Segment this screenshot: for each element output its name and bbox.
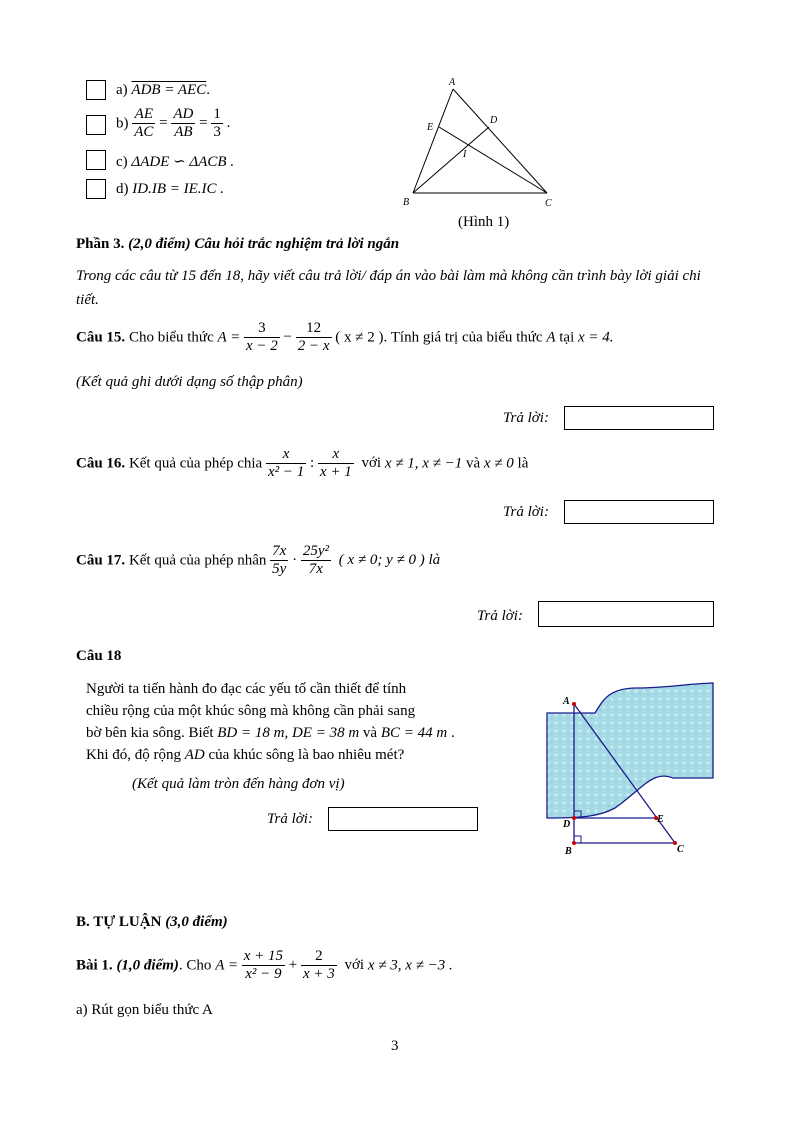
q18-answer-input[interactable]	[328, 807, 478, 831]
q15: Câu 15. Cho biểu thức A = $\frac{3}{x - 2}$ − $\frac{12}{2 - x}$ ( x ≠ 2 ). Tính giá trị của biểu thức A tại x = 4.	[76, 320, 614, 355]
q18-note: (Kết quả làm tròn đến hàng đơn vị)	[132, 776, 345, 792]
option-c-label: c)	[116, 154, 128, 170]
fig1-label-d: D	[490, 115, 498, 126]
part3-heading: Phần 3. (2,0 điểm) Câu hỏi trắc nghiệm trả lời ngắn	[76, 236, 400, 252]
option-c-checkbox[interactable]	[86, 150, 106, 170]
fig1-label-a: A	[449, 77, 456, 88]
fig1-label-e: E	[427, 122, 434, 133]
option-c	[116, 152, 234, 171]
q17-answer-input[interactable]	[538, 601, 714, 627]
river-label-a: A	[563, 696, 570, 707]
q18-text: Người ta tiến hành đo đạc các yếu tố cần thiết để tính chiều rộng của một khúc sông mà không cần phải sang bờ bên kia sông. Biết BD = 18 m, DE = 38 m và BC = 44 m . Khi đó, độ rộng AD của khúc sông là bao nhiêu mét?	[86, 681, 455, 763]
q18-label: Câu 18	[76, 648, 122, 664]
option-b: b) $\frac{AE}{AC}$ = $\frac{AD}{AB}$ = $\frac{1}{3}$ .	[116, 106, 231, 141]
fig1-label-i: I	[463, 149, 467, 160]
option-d-label: d)	[116, 181, 129, 197]
point-b	[572, 841, 576, 845]
option-a-expr: ADB = AEC	[131, 82, 207, 98]
bai1: Bài 1. (1,0 điểm). Cho A = $\frac{x + 15}{\text{x² − 9}}$ + $\frac{2}{x + 3}$ với x ≠ 3, x ≠ −3 .	[76, 948, 453, 983]
option-a-checkbox[interactable]	[86, 80, 106, 100]
option-d	[116, 181, 224, 198]
river-water	[547, 683, 713, 818]
point-d	[572, 816, 576, 820]
river-label-b: B	[565, 846, 572, 857]
option-a-label: a)	[116, 82, 128, 98]
river-label-c: C	[677, 844, 684, 855]
q17-frac2: $\frac{\text{25y²}}{7x}$	[302, 543, 329, 578]
option-b-frac3: $\frac{1}{3}$	[213, 106, 221, 141]
page-number: 3	[391, 1038, 399, 1054]
q16-frac1: $\frac{x}{\text{x² − 1}}$	[267, 446, 305, 481]
option-b-frac2: $\frac{AD}{AB}$	[173, 106, 194, 141]
bai1-part-a: a) Rút gọn biểu thức A	[76, 1002, 213, 1018]
option-b-frac1: $\frac{AE}{AC}$	[134, 106, 154, 141]
option-b-checkbox[interactable]	[86, 115, 106, 135]
q17: Câu 17. Kết quả của phép nhân $\frac{7x}{5y}$ · $\frac{\text{25y²}}{7x}$ ( x ≠ 0; y ≠ 0 ) là	[76, 543, 441, 578]
bai1-frac1: $\frac{x + 15}{\text{x² − 9}}$	[243, 948, 283, 983]
river-figure	[545, 680, 715, 860]
q15-frac1: $\frac{3}{x - 2}$	[246, 320, 278, 355]
option-d-expr: ID.IB = IE.IC .	[132, 181, 225, 197]
q16: Câu 16. Kết quả của phép chia $\frac{x}{\text{x² − 1}}$ : $\frac{x}{x + 1}$ với x ≠ 1, x ≠ −1 và x ≠ 0 là	[76, 446, 529, 481]
q18-answer-label: Trả lời:	[267, 811, 313, 827]
river-label-d: D	[563, 819, 571, 830]
q16-answer-input[interactable]	[564, 500, 714, 524]
figure-1-caption: (Hình 1)	[458, 214, 510, 230]
fig1-label-b: B	[403, 197, 410, 208]
bai1-frac2: $\frac{2}{x + 3}$	[302, 948, 335, 983]
point-a	[572, 702, 576, 706]
option-d-checkbox[interactable]	[86, 179, 106, 199]
river-label-e: E	[657, 814, 664, 825]
figure-1-triangle	[395, 75, 565, 210]
q17-frac1: $\frac{7x}{5y}$	[272, 543, 287, 578]
q17-answer-label: Trả lời:	[477, 608, 523, 624]
q15-answer-input[interactable]	[564, 406, 714, 430]
partB-heading: B. TỰ LUẬN (3,0 điểm)	[76, 914, 228, 930]
q15-label: Câu 15.	[76, 329, 126, 346]
q15-answer-label: Trả lời:	[503, 410, 549, 426]
fig1-label-c: C	[545, 198, 552, 209]
q15-note: (Kết quả ghi dưới dạng số thập phân)	[76, 374, 303, 390]
q16-answer-label: Trả lời:	[503, 504, 549, 520]
option-c-expr: ΔADE ∽ ΔACB .	[131, 154, 235, 170]
q15-frac2: $\frac{12}{2 - x}$	[297, 320, 330, 355]
option-a: a) ADB = AEC.	[116, 82, 210, 98]
option-b-label: b)	[116, 115, 129, 132]
q16-frac2: $\frac{x}{x + 1}$	[319, 446, 352, 481]
part3-instruction: Trong các câu từ 15 đến 18, hãy viết câu trả lời/ đáp án vào bài làm mà không cần trình bày lời giải chi tiết.	[76, 268, 701, 308]
